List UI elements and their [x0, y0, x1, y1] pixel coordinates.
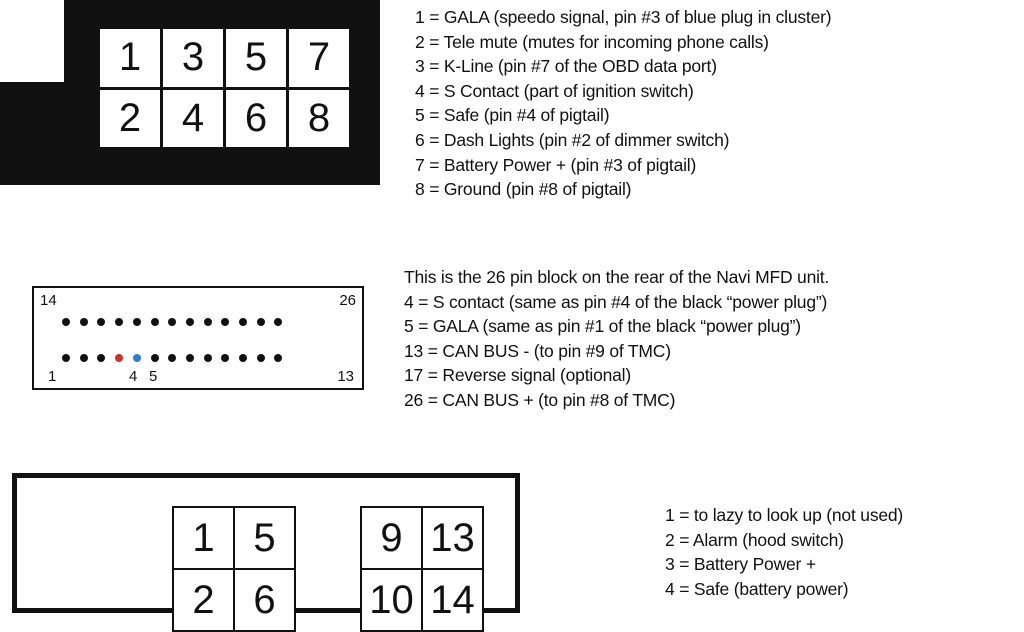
legend-line: 4 = Safe (battery power)	[665, 578, 849, 599]
legend-line: 1 = GALA (speedo signal, pin #3 of blue plug in cluster)	[415, 7, 832, 27]
pin-dot	[80, 354, 88, 362]
legend-line: 4 = S contact (same as pin #4 of the black “power plug”)	[404, 291, 828, 312]
pin-dot	[168, 318, 176, 326]
power-plug-pin-grid	[97, 26, 352, 150]
pin-dot	[97, 354, 105, 362]
third-plug-legend	[665, 503, 903, 601]
pin-dot	[62, 354, 70, 362]
legend-line: 3 = K-Line (pin #7 of the OBD data port)	[415, 56, 717, 77]
pin-cell: 10	[362, 570, 421, 630]
pin-cell: 5	[226, 29, 286, 87]
pin-dot	[204, 354, 212, 362]
pin-cell: 14	[423, 570, 482, 630]
pin-dot	[151, 354, 159, 362]
pin-label-14: 14	[40, 292, 57, 309]
legend-line: 2 = Alarm (hood switch)	[665, 529, 844, 550]
legend-line: This is the 26 pin block on the rear of the Navi MFD unit.	[404, 267, 830, 287]
pin-cell: 2	[174, 570, 233, 630]
pin-cell: 2	[100, 90, 160, 148]
pin-dot-4-highlight	[115, 354, 123, 362]
legend-line: 4 = S Contact (part of ignition switch)	[415, 80, 694, 101]
third-plug-pin-grid-right	[360, 506, 484, 632]
legend-line: 8 = Ground (pin #8 of pigtail)	[415, 179, 632, 200]
pin-cell: 3	[163, 29, 223, 87]
legend-line: 26 = CAN BUS + (to pin #8 of TMC)	[404, 389, 676, 410]
pin-dot	[274, 354, 282, 362]
legend-line: 6 = Dash Lights (pin #2 of dimmer switch)	[415, 129, 730, 150]
pin-dot	[186, 354, 194, 362]
legend-line: 13 = CAN BUS - (to pin #9 of TMC)	[404, 340, 671, 361]
pin-cell: 1	[100, 29, 160, 87]
navi-block-legend	[404, 265, 829, 413]
pin-dot	[239, 318, 247, 326]
pin-cell: 7	[289, 29, 349, 87]
legend-line: 17 = Reverse signal (optional)	[404, 365, 631, 386]
pin-cell: 6	[226, 90, 286, 148]
legend-line: 1 = to lazy to look up (not used)	[665, 505, 904, 525]
pin-dot	[257, 318, 265, 326]
legend-line: 5 = GALA (same as pin #1 of the black “power plug”)	[404, 316, 801, 337]
legend-line: 3 = Battery Power +	[665, 554, 816, 575]
pin-dot	[80, 318, 88, 326]
pin-label-26: 26	[339, 292, 356, 309]
pin-dot	[62, 318, 70, 326]
connector-housing-tab	[0, 82, 70, 185]
pin-cell: 6	[235, 570, 294, 630]
pin-cell: 13	[423, 508, 482, 568]
pin-dot	[221, 318, 229, 326]
pin-dot	[204, 318, 212, 326]
pin-dot	[274, 318, 282, 326]
pin-dot	[97, 318, 105, 326]
pin-cell: 1	[174, 508, 233, 568]
pin-dot	[221, 354, 229, 362]
pin-label-5: 5	[149, 368, 158, 385]
navi-26-pin-block	[32, 286, 364, 390]
pin-cell: 5	[235, 508, 294, 568]
pin-cell: 9	[362, 508, 421, 568]
pin-dot	[168, 354, 176, 362]
pin-dot	[257, 354, 265, 362]
pin-dot	[133, 318, 141, 326]
legend-line: 5 = Safe (pin #4 of pigtail)	[415, 105, 610, 126]
pin-dot-5-highlight	[133, 354, 141, 362]
pin-dot	[186, 318, 194, 326]
power-plug-connector	[0, 0, 380, 185]
pin-dot	[239, 354, 247, 362]
legend-line: 7 = Battery Power + (pin #3 of pigtail)	[415, 154, 697, 175]
pin-label-4: 4	[129, 368, 138, 385]
legend-line: 2 = Tele mute (mutes for incoming phone calls)	[415, 31, 769, 52]
pin-label-13: 13	[337, 368, 354, 385]
pin-dot	[115, 318, 123, 326]
third-plug-connector	[12, 473, 520, 622]
pin-cell: 8	[289, 90, 349, 148]
pin-cell: 4	[163, 90, 223, 148]
pin-label-1: 1	[48, 368, 57, 385]
third-plug-pin-grid-left	[172, 506, 296, 632]
power-plug-legend	[415, 5, 831, 202]
pin-dot	[151, 318, 159, 326]
